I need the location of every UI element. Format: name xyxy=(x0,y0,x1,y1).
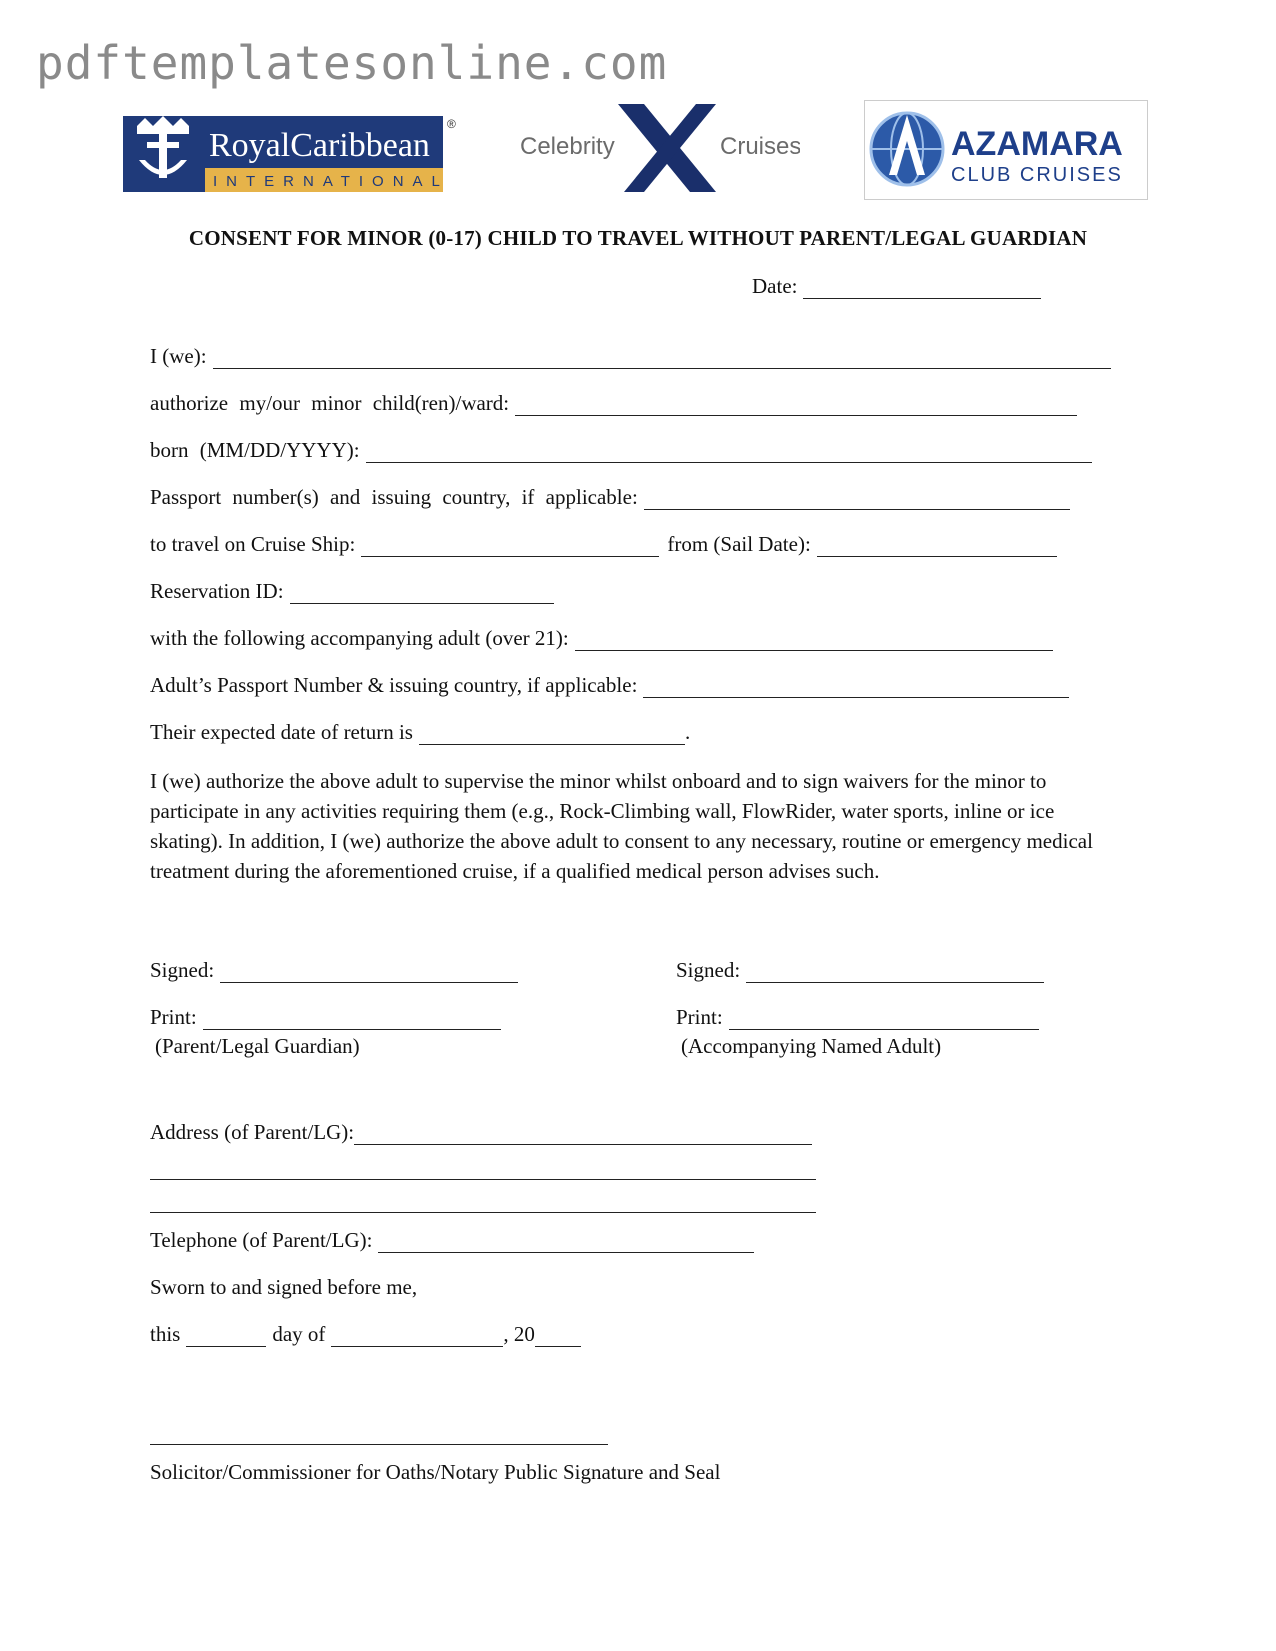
adult-caption: (Accompanying Named Adult) xyxy=(681,1034,942,1058)
sail-date-label: from (Sail Date): xyxy=(667,532,811,556)
adult-signature-field[interactable] xyxy=(746,962,1044,983)
adult-field[interactable] xyxy=(575,630,1053,651)
adult-signed-label: Signed: xyxy=(676,958,741,982)
adult-print-label: Print: xyxy=(676,1005,723,1029)
rc-registered-mark: ® xyxy=(447,117,456,131)
parent-signed-label: Signed: xyxy=(150,958,215,982)
ship-field[interactable] xyxy=(361,536,659,557)
sworn-row xyxy=(150,1275,417,1300)
minor-names-row xyxy=(150,391,1077,416)
date-label: Date: xyxy=(752,274,798,298)
adult-passport-row xyxy=(150,673,1069,698)
parent-print-row xyxy=(150,1005,501,1030)
sail-date-field[interactable] xyxy=(817,536,1057,557)
born-label: born (MM/DD/YYYY): xyxy=(150,438,360,462)
royal-caribbean-logo xyxy=(123,116,463,192)
parent-print-field[interactable] xyxy=(203,1009,501,1030)
adult-print-row xyxy=(676,1005,1039,1030)
address-field-1[interactable] xyxy=(354,1124,812,1145)
celebrity-left: Celebrity xyxy=(520,133,615,160)
address-label: Address (of Parent/LG): xyxy=(150,1120,355,1144)
telephone-label: Telephone (of Parent/LG): xyxy=(150,1228,373,1252)
address-field-3[interactable] xyxy=(150,1192,816,1213)
notary-row xyxy=(150,1460,720,1485)
ship-row xyxy=(150,532,1057,557)
passport-row xyxy=(150,485,1070,510)
celebrity-cruises-logo xyxy=(520,104,800,192)
parent-names-field[interactable] xyxy=(213,348,1111,369)
day-field[interactable] xyxy=(186,1326,266,1347)
globe-icon xyxy=(871,113,943,185)
sworn-label: Sworn to and signed before me, xyxy=(150,1275,418,1299)
passport-label: Passport number(s) and issuing country, if applicable: xyxy=(150,485,638,509)
ship-label: to travel on Cruise Ship: xyxy=(150,532,356,556)
year-label: , 20 xyxy=(503,1322,535,1346)
reservation-row xyxy=(150,579,554,604)
birthdate-field[interactable] xyxy=(366,442,1092,463)
parent-names-row xyxy=(150,344,1111,369)
watermark: pdftemplatesonline.com xyxy=(36,36,668,90)
azamara-sub: CLUB CRUISES xyxy=(951,164,1123,186)
this-label: this xyxy=(150,1322,181,1346)
adult-row xyxy=(150,626,1053,651)
parent-caption: (Parent/Legal Guardian) xyxy=(155,1034,360,1058)
notary-date-row xyxy=(150,1322,581,1347)
return-row xyxy=(150,720,690,745)
born-row xyxy=(150,438,1092,463)
azamara-logo xyxy=(864,100,1148,200)
passport-field[interactable] xyxy=(644,489,1070,510)
authorization-paragraph: I (we) authorize the above adult to supervise the minor whilst onboard and to sign waivers for the minor to participate in any activities requiring them (e.g., Rock-Climbing wall, FlowRider, water sports, inline or ice skating). In addition, I (we) authorize the above adult to consent to any necessary, routine or emergency medical treatment during the aforementioned cruise, if a qualified medical person advises such. xyxy=(150,769,1093,883)
adult-print-field[interactable] xyxy=(729,1009,1039,1030)
adult-passport-label: Adult’s Passport Number & issuing country, if applicable: xyxy=(150,673,638,697)
year-field[interactable] xyxy=(535,1326,581,1347)
adult-label: with the following accompanying adult (over 21): xyxy=(150,626,569,650)
return-date-field[interactable] xyxy=(419,724,685,745)
celebrity-right: Cruises xyxy=(720,133,800,160)
address-row xyxy=(150,1120,812,1145)
date-field[interactable] xyxy=(803,278,1041,299)
celebrity-x-icon xyxy=(618,104,716,192)
rc-sub: INTERNATIONAL xyxy=(213,173,449,190)
notary-signature-field[interactable] xyxy=(150,1424,608,1445)
notary-label: Solicitor/Commissioner for Oaths/Notary Public Signature and Seal xyxy=(150,1460,721,1484)
parent-signature-field[interactable] xyxy=(220,962,518,983)
rc-name: RoyalCaribbean xyxy=(209,127,430,164)
we-label: I (we): xyxy=(150,344,207,368)
date-row xyxy=(752,274,1041,299)
return-label: Their expected date of return is xyxy=(150,720,413,744)
reservation-field[interactable] xyxy=(290,583,554,604)
address-field-2[interactable] xyxy=(150,1159,816,1180)
return-end: . xyxy=(684,720,691,744)
form-title: CONSENT FOR MINOR (0-17) CHILD TO TRAVEL WITHOUT PARENT/LEGAL GUARDIAN xyxy=(188,226,1088,250)
day-of-label: day of xyxy=(272,1322,326,1346)
reservation-label: Reservation ID: xyxy=(150,579,284,603)
parent-print-label: Print: xyxy=(150,1005,197,1029)
authorize-label: authorize my/our minor child(ren)/ward: xyxy=(150,391,510,415)
adult-signed-row xyxy=(676,958,1044,983)
minor-names-field[interactable] xyxy=(515,395,1077,416)
adult-passport-field[interactable] xyxy=(643,677,1069,698)
month-field[interactable] xyxy=(331,1326,503,1347)
parent-signed-row xyxy=(150,958,518,983)
telephone-field[interactable] xyxy=(378,1232,754,1253)
azamara-name: AZAMARA xyxy=(951,125,1123,163)
telephone-row xyxy=(150,1228,754,1253)
